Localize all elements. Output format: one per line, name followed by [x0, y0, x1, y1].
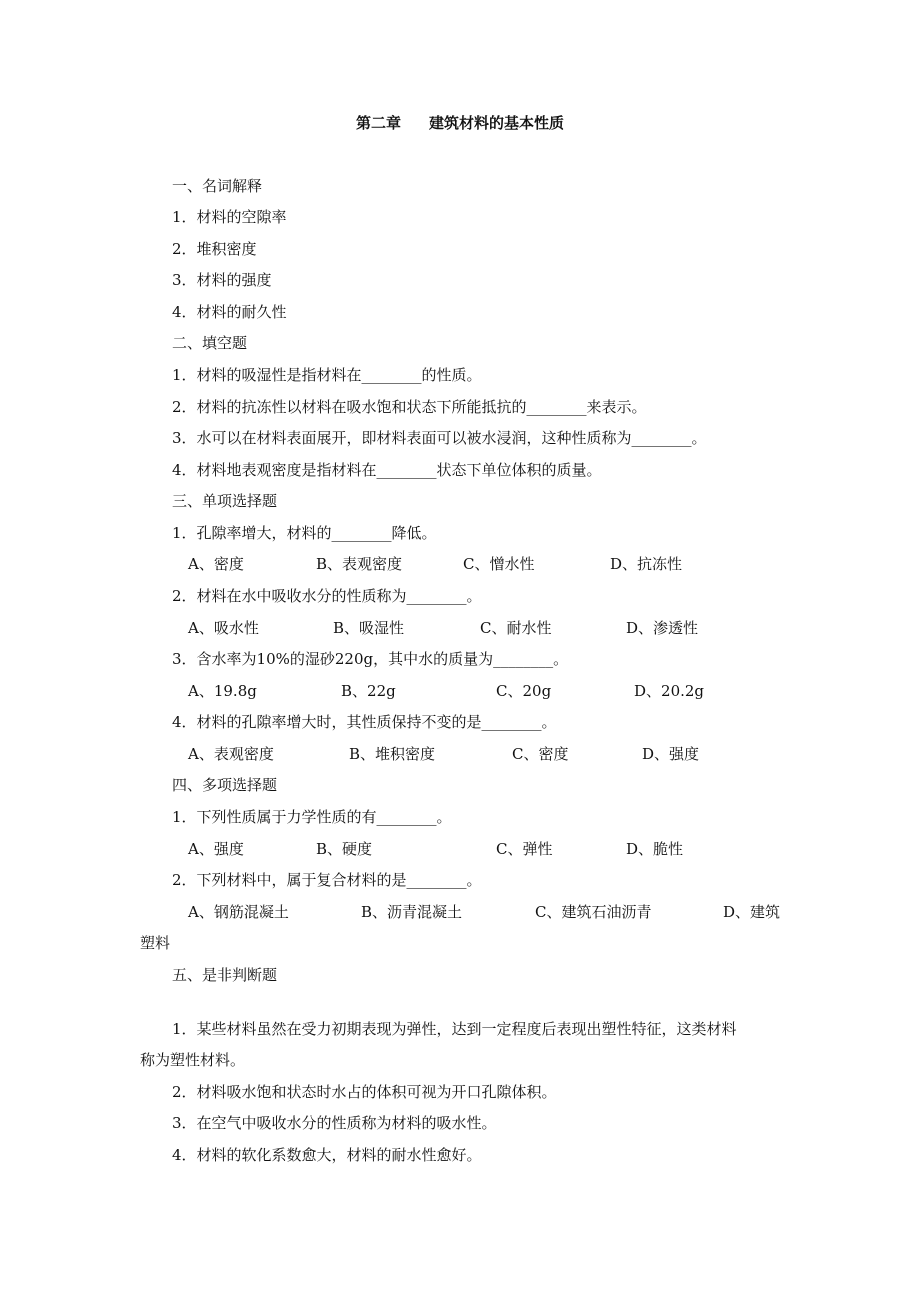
section-heading-terms: 一、名词解释	[172, 177, 263, 195]
option: D、强度	[642, 745, 700, 763]
question: 2．材料在水中吸收水分的性质称为________。	[172, 587, 482, 605]
option: C、耐水性	[480, 619, 552, 637]
fill-item: 2．材料的抗冻性以材料在吸水饱和状态下所能抵抗的________来表示。	[172, 398, 647, 416]
option: A、强度	[188, 840, 244, 858]
option: D、建筑	[723, 903, 781, 921]
option-wrap: 塑料	[140, 934, 171, 952]
option: C、20g	[496, 682, 552, 700]
term-item: 3．材料的强度	[172, 271, 272, 289]
option: C、弹性	[496, 840, 553, 858]
option: B、沥青混凝土	[361, 903, 463, 921]
option: C、憎水性	[463, 555, 535, 573]
judgement-item: 3．在空气中吸收水分的性质称为材料的吸水性。	[172, 1114, 497, 1132]
section-heading-fill: 二、填空题	[172, 334, 248, 352]
fill-item: 3．水可以在材料表面展开，即材料表面可以被水浸润，这种性质称为________。	[172, 429, 707, 447]
term-item: 1．材料的空隙率	[172, 208, 287, 226]
option: A、吸水性	[188, 619, 259, 637]
option: B、表观密度	[316, 555, 403, 573]
option: A、表观密度	[188, 745, 274, 763]
chapter-name: 建筑材料的基本性质	[429, 114, 565, 132]
section-heading-multi-choice: 四、多项选择题	[172, 776, 278, 794]
page-title	[0, 112, 920, 133]
option: B、硬度	[316, 840, 373, 858]
judgement-item: 2．材料吸水饱和状态时水占的体积可视为开口孔隙体积。	[172, 1083, 557, 1101]
question: 2．下列材料中，属于复合材料的是________。	[172, 871, 482, 889]
fill-item: 4．材料地表观密度是指材料在________状态下单位体积的质量。	[172, 461, 602, 479]
option: C、建筑石油沥青	[535, 903, 652, 921]
question: 1．下列性质属于力学性质的有________。	[172, 808, 452, 826]
option: B、吸湿性	[333, 619, 405, 637]
question: 4．材料的孔隙率增大时，其性质保持不变的是________。	[172, 713, 557, 731]
section-heading-true-false: 五、是非判断题	[172, 966, 278, 984]
question: 1．孔隙率增大，材料的________降低。	[172, 524, 437, 542]
term-item: 2．堆积密度	[172, 240, 257, 258]
option: B、堆积密度	[349, 745, 436, 763]
option: C、密度	[512, 745, 569, 763]
fill-item: 1．材料的吸湿性是指材料在________的性质。	[172, 366, 482, 384]
option: D、抗冻性	[610, 555, 683, 573]
question: 3．含水率为10%的湿砂220g，其中水的质量为________。	[172, 650, 569, 668]
option: A、19.8g	[188, 682, 257, 700]
option: D、20.2g	[634, 682, 705, 700]
option: B、22g	[341, 682, 396, 700]
judgement-item: 4．材料的软化系数愈大，材料的耐水性愈好。	[172, 1146, 482, 1164]
judgement-item-wrap: 称为塑性材料。	[140, 1051, 246, 1069]
section-heading-single-choice: 三、单项选择题	[172, 492, 278, 510]
term-item: 4．材料的耐久性	[172, 303, 287, 321]
option: A、钢筋混凝土	[188, 903, 289, 921]
option: D、脆性	[626, 840, 684, 858]
option: A、密度	[188, 555, 244, 573]
option: D、渗透性	[626, 619, 699, 637]
chapter-label: 第二章	[355, 114, 401, 132]
judgement-item: 1．某些材料虽然在受力初期表现为弹性，达到一定程度后表现出塑性特征，这类材料	[172, 1020, 737, 1038]
